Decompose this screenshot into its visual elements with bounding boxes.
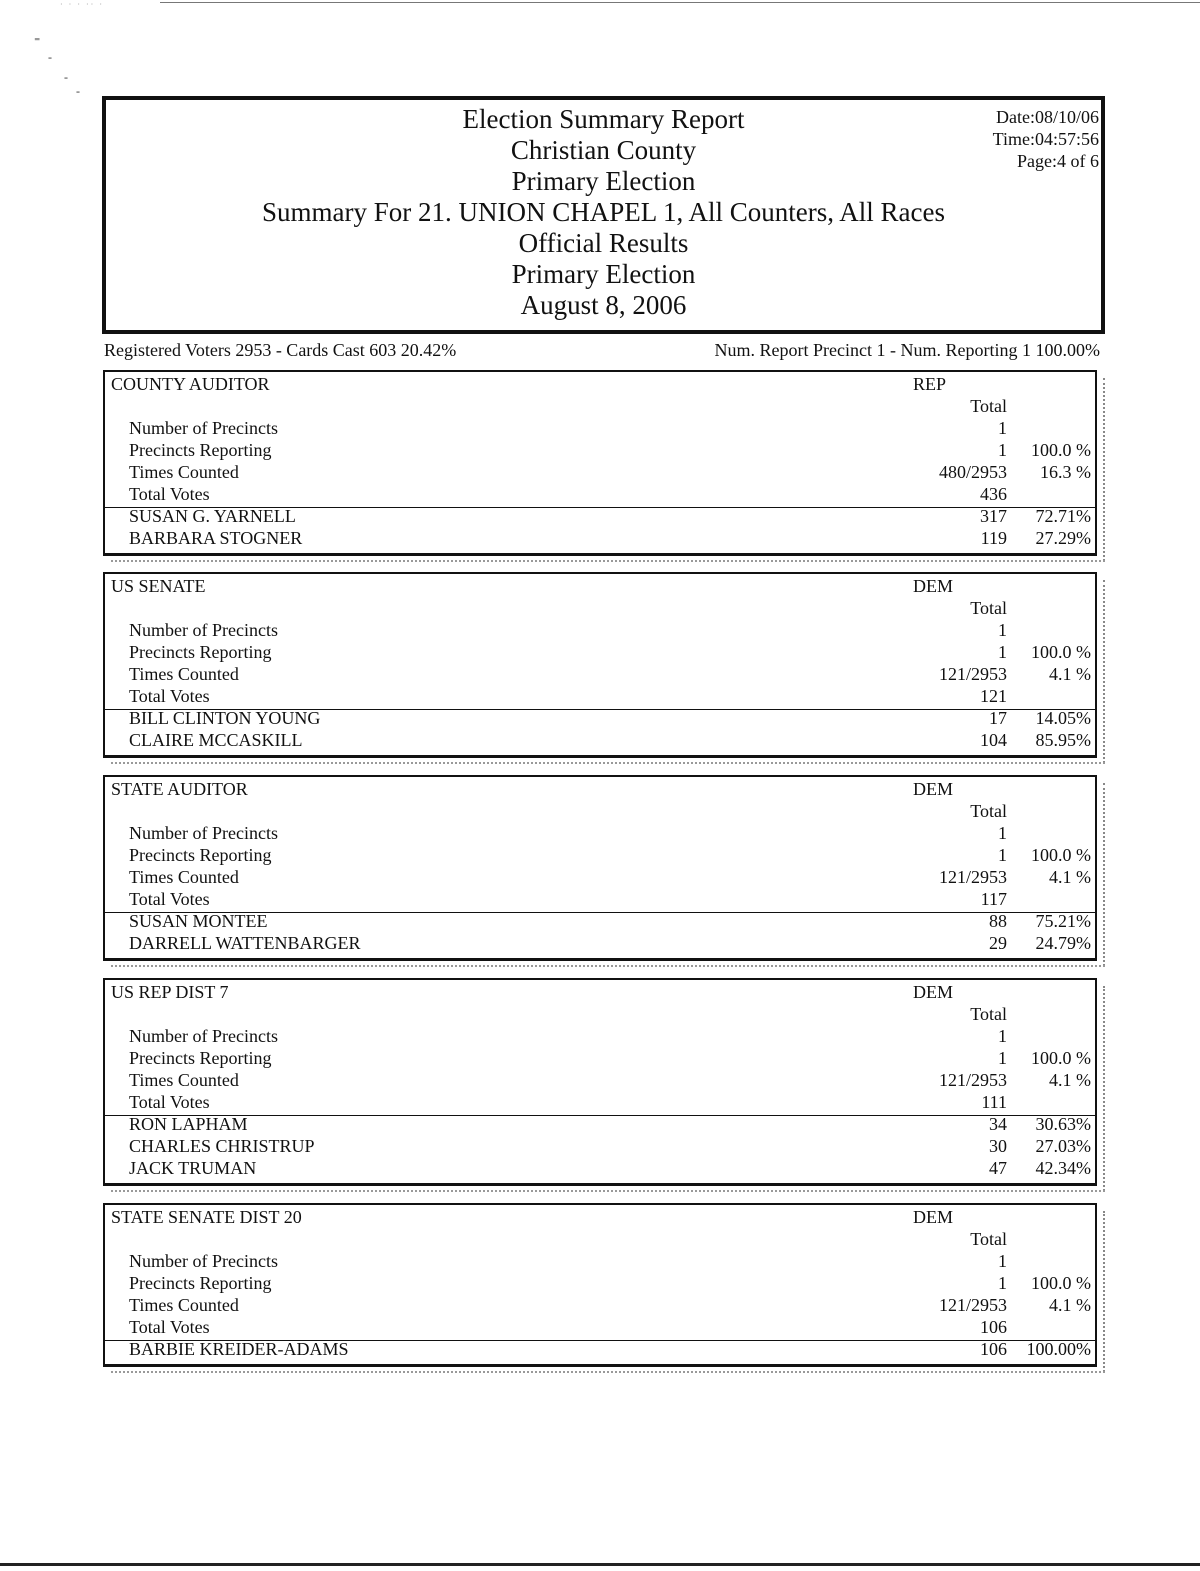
stat-label: Precincts Reporting — [129, 1048, 272, 1068]
race-title: COUNTY AUDITOR — [111, 374, 270, 394]
candidate-name: CHARLES CHRISTRUP — [129, 1136, 315, 1156]
stat-label: Precincts Reporting — [129, 440, 272, 460]
stat-row — [105, 1273, 1095, 1295]
candidate-name: DARRELL WATTENBARGER — [129, 933, 361, 953]
stat-percent: 4.1 % — [1049, 867, 1091, 887]
report-date: Date:08/10/06 — [996, 107, 1099, 127]
stat-row — [105, 462, 1095, 484]
scan-mark: - — [76, 84, 80, 98]
candidate-name: BARBIE KREIDER-ADAMS — [129, 1339, 349, 1359]
candidate-row — [105, 911, 1095, 933]
stat-value: 121 — [980, 686, 1007, 706]
stat-label: Number of Precincts — [129, 418, 278, 438]
candidate-row — [105, 506, 1095, 528]
scan-edge-bottom — [111, 560, 1105, 562]
scan-edge-right — [1103, 378, 1105, 561]
stat-row — [105, 686, 1095, 708]
stat-row — [105, 642, 1095, 664]
stat-row — [105, 1070, 1095, 1092]
candidate-votes: 317 — [980, 506, 1007, 526]
candidate-percent: 75.21% — [1035, 911, 1091, 931]
candidate-row — [105, 933, 1095, 955]
candidate-row — [105, 528, 1095, 550]
total-column-header: Total — [970, 801, 1007, 821]
party-label: DEM — [913, 1207, 953, 1227]
party-label: DEM — [913, 779, 953, 799]
stat-value: 111 — [981, 1092, 1007, 1112]
stat-label: Precincts Reporting — [129, 642, 272, 662]
race-title: STATE SENATE DIST 20 — [111, 1207, 302, 1227]
report-meta — [993, 106, 1099, 172]
party-label: DEM — [913, 576, 953, 596]
stat-percent: 100.0 % — [1031, 1048, 1091, 1068]
stat-row — [105, 867, 1095, 889]
stat-label: Total Votes — [129, 1092, 210, 1112]
stat-row — [105, 823, 1095, 845]
candidate-votes: 119 — [980, 528, 1007, 548]
stat-value: 1 — [998, 845, 1007, 865]
stat-label: Number of Precincts — [129, 620, 278, 640]
stat-row — [105, 440, 1095, 462]
stat-value: 480/2953 — [938, 462, 1007, 482]
report-title-block — [106, 104, 1101, 321]
candidate-row — [105, 1339, 1095, 1361]
stat-row — [105, 1026, 1095, 1048]
race-box — [103, 775, 1097, 961]
stat-percent: 100.0 % — [1031, 642, 1091, 662]
total-column-header: Total — [970, 1004, 1007, 1024]
stat-label: Times Counted — [129, 867, 239, 887]
scan-mark: - — [64, 70, 68, 84]
scan-edge-right — [1103, 580, 1105, 763]
stat-percent: 100.0 % — [1031, 845, 1091, 865]
stat-value: 1 — [998, 1251, 1007, 1271]
scan-mark: ⁼ — [34, 34, 41, 48]
candidate-percent: 42.34% — [1035, 1158, 1091, 1178]
stat-row — [105, 1251, 1095, 1273]
race-box — [103, 1203, 1097, 1367]
stat-label: Number of Precincts — [129, 1251, 278, 1271]
candidate-row — [105, 730, 1095, 752]
candidate-name: RON LAPHAM — [129, 1114, 248, 1134]
stat-row — [105, 1317, 1095, 1339]
report-time: Time:04:57:56 — [992, 129, 1099, 149]
scan-edge-right — [1103, 986, 1105, 1191]
stat-percent: 4.1 % — [1049, 1295, 1091, 1315]
candidate-votes: 106 — [980, 1339, 1007, 1359]
candidate-votes: 29 — [989, 933, 1007, 953]
candidate-row — [105, 708, 1095, 730]
candidate-percent: 85.95% — [1035, 730, 1091, 750]
results-status: Official Results — [518, 228, 689, 258]
candidate-name: SUSAN G. YARNELL — [129, 506, 296, 526]
candidate-row — [105, 1158, 1095, 1180]
race-box — [103, 978, 1097, 1186]
report-title: Election Summary Report — [462, 104, 745, 134]
race-title: STATE AUDITOR — [111, 779, 248, 799]
race-box — [103, 572, 1097, 758]
stat-value: 1 — [998, 1026, 1007, 1046]
summary-scope: Summary For 21. UNION CHAPEL 1, All Counters, All Races — [262, 197, 945, 227]
stat-percent: 16.3 % — [1040, 462, 1091, 482]
scan-edge-bottom — [111, 1190, 1105, 1192]
stat-row — [105, 620, 1095, 642]
stat-label: Total Votes — [129, 686, 210, 706]
stat-label: Times Counted — [129, 664, 239, 684]
candidate-votes: 17 — [989, 708, 1007, 728]
stat-label: Precincts Reporting — [129, 845, 272, 865]
stat-label: Times Counted — [129, 1070, 239, 1090]
stat-value: 121/2953 — [938, 1070, 1007, 1090]
candidate-votes: 34 — [989, 1114, 1007, 1134]
stat-percent: 100.0 % — [1031, 440, 1091, 460]
stat-value: 117 — [980, 889, 1007, 909]
total-column-header: Total — [970, 396, 1007, 416]
candidate-percent: 72.71% — [1035, 506, 1091, 526]
scan-edge-bottom — [111, 965, 1105, 967]
stat-label: Total Votes — [129, 889, 210, 909]
stat-value: 436 — [980, 484, 1007, 504]
stat-value: 121/2953 — [938, 664, 1007, 684]
election-date: August 8, 2006 — [520, 290, 687, 320]
stat-row — [105, 664, 1095, 686]
stat-percent: 100.0 % — [1031, 1273, 1091, 1293]
stat-value: 1 — [998, 620, 1007, 640]
race-title: US REP DIST 7 — [111, 982, 229, 1002]
stat-value: 1 — [998, 1048, 1007, 1068]
candidate-name: BARBARA STOGNER — [129, 528, 303, 548]
stat-label: Number of Precincts — [129, 823, 278, 843]
stat-label: Total Votes — [129, 484, 210, 504]
stat-row — [105, 1048, 1095, 1070]
scan-top-line — [160, 2, 1200, 3]
candidate-percent: 27.29% — [1035, 528, 1091, 548]
candidate-votes: 47 — [989, 1158, 1007, 1178]
page-number: Page:4 of 6 — [1017, 151, 1099, 171]
county-name: Christian County — [510, 135, 697, 165]
candidate-name: JACK TRUMAN — [129, 1158, 257, 1178]
scan-edge-right — [1103, 1211, 1105, 1372]
total-column-header: Total — [970, 1229, 1007, 1249]
scan-bottom-edge — [0, 1563, 1200, 1566]
stat-row — [105, 1295, 1095, 1317]
party-label: DEM — [913, 982, 953, 1002]
stat-label: Precincts Reporting — [129, 1273, 272, 1293]
stat-value: 121/2953 — [938, 1295, 1007, 1315]
stat-row — [105, 484, 1095, 506]
precinct-reporting-summary: Num. Report Precinct 1 - Num. Reporting 1 100.00% — [714, 340, 1100, 360]
candidate-percent: 24.79% — [1035, 933, 1091, 953]
stat-label: Total Votes — [129, 1317, 210, 1337]
report-header — [102, 96, 1105, 334]
race-box — [103, 370, 1097, 556]
stat-row — [105, 418, 1095, 440]
stat-percent: 4.1 % — [1049, 1070, 1091, 1090]
stat-row — [105, 845, 1095, 867]
stat-value: 1 — [998, 440, 1007, 460]
stat-value: 1 — [998, 1273, 1007, 1293]
candidate-row — [105, 1114, 1095, 1136]
stat-row — [105, 1092, 1095, 1114]
party-label: REP — [913, 374, 947, 394]
registered-voters-summary: Registered Voters 2953 - Cards Cast 603 20.42% — [104, 340, 457, 360]
candidate-percent: 14.05% — [1035, 708, 1091, 728]
stat-value: 106 — [980, 1317, 1007, 1337]
turnout-summary — [104, 340, 1100, 364]
candidate-name: SUSAN MONTEE — [129, 911, 268, 931]
stat-value: 121/2953 — [938, 867, 1007, 887]
total-column-header: Total — [970, 598, 1007, 618]
scan-edge-bottom — [111, 762, 1105, 764]
stat-row — [105, 889, 1095, 911]
stat-label: Number of Precincts — [129, 1026, 278, 1046]
stat-percent: 4.1 % — [1049, 664, 1091, 684]
candidate-votes: 104 — [980, 730, 1007, 750]
scan-edge-bottom — [111, 1371, 1105, 1373]
stat-value: 1 — [998, 823, 1007, 843]
stat-label: Times Counted — [129, 1295, 239, 1315]
scan-mark: - — [48, 50, 52, 64]
candidate-percent: 30.63% — [1035, 1114, 1091, 1134]
candidate-name: CLAIRE MCCASKILL — [129, 730, 303, 750]
stat-value: 1 — [998, 642, 1007, 662]
candidate-percent: 27.03% — [1035, 1136, 1091, 1156]
stat-value: 1 — [998, 418, 1007, 438]
candidate-votes: 30 — [989, 1136, 1007, 1156]
election-type: Primary Election — [511, 166, 696, 196]
candidate-name: BILL CLINTON YOUNG — [129, 708, 321, 728]
election-type-repeat: Primary Election — [511, 259, 696, 289]
scan-specks: · · · ·· · — [60, 0, 104, 9]
race-title: US SENATE — [111, 576, 206, 596]
candidate-votes: 88 — [989, 911, 1007, 931]
candidate-row — [105, 1136, 1095, 1158]
scan-edge-right — [1103, 783, 1105, 966]
candidate-percent: 100.00% — [1026, 1339, 1091, 1359]
stat-label: Times Counted — [129, 462, 239, 482]
